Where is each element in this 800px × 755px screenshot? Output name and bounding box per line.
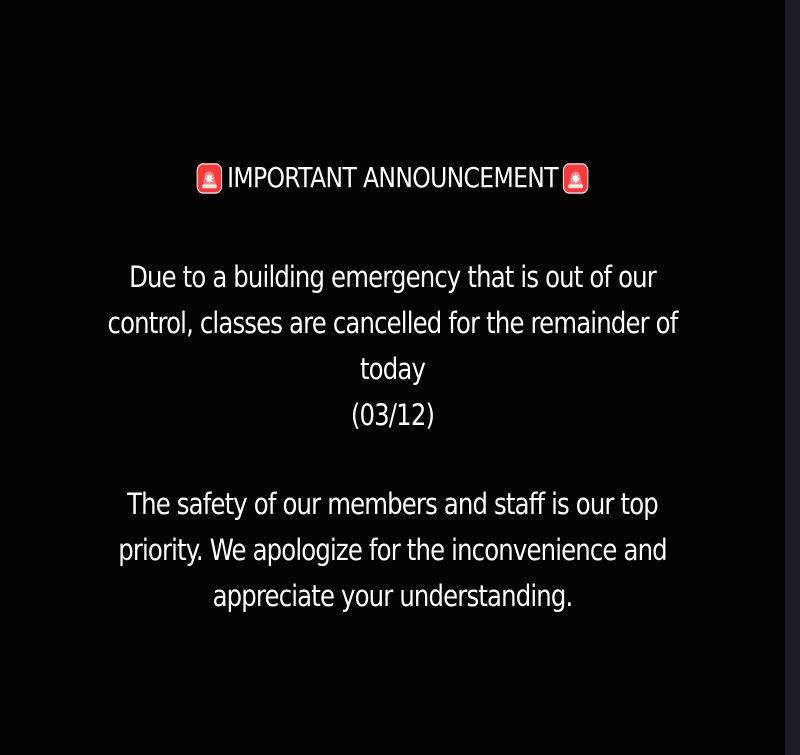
safety-message bbox=[96, 481, 688, 619]
rotating-light-icon bbox=[196, 163, 222, 194]
message-line: appreciate your understanding. bbox=[212, 579, 573, 613]
message-line: Due to a building emergency that is out of our bbox=[129, 260, 656, 294]
announcement-headline bbox=[63, 156, 722, 200]
announcement-title: IMPORTANT ANNOUNCEMENT bbox=[227, 161, 558, 194]
message-line: priority. We apologize for the inconvenience and bbox=[118, 533, 667, 567]
rotating-light-icon bbox=[563, 163, 589, 194]
announcement-date: (03/12) bbox=[350, 398, 435, 432]
message-line: The safety of our members and staff is our top bbox=[127, 487, 658, 521]
message-line: today bbox=[359, 352, 426, 386]
class-cancellation-message bbox=[96, 254, 688, 438]
right-edge-panel bbox=[785, 0, 800, 755]
message-line: control, classes are cancelled for the remainder of bbox=[107, 306, 678, 340]
